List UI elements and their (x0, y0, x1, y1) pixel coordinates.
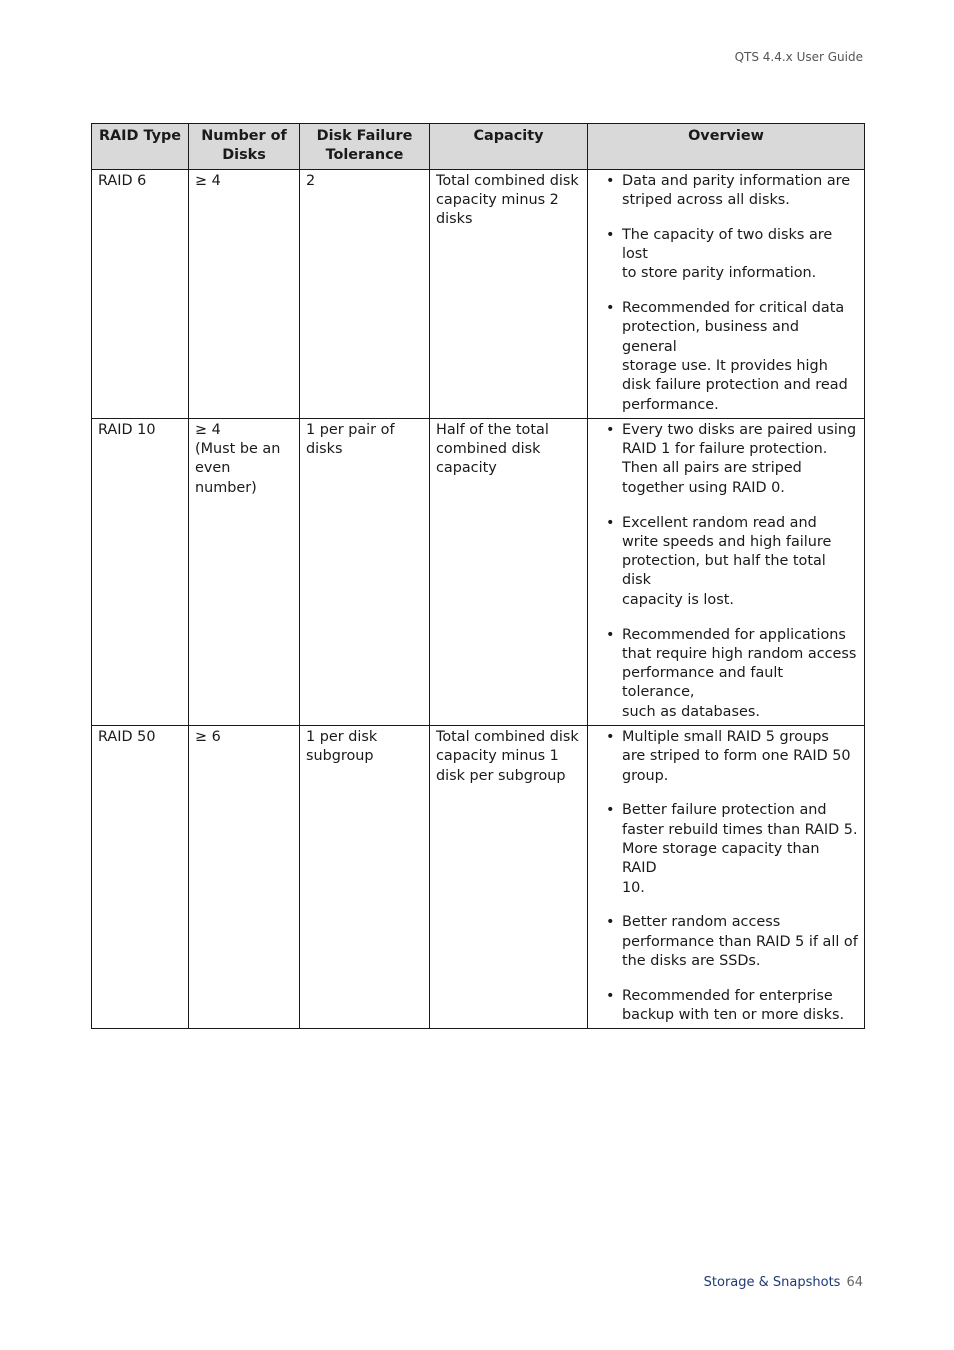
bullet-icon: • (606, 421, 615, 438)
overview-text-line: protection, but half the total disk (622, 553, 826, 589)
cell-text-line: Total combined disk (436, 172, 579, 189)
bullet-icon: • (606, 802, 615, 819)
column-header-line: Tolerance (325, 147, 404, 164)
cell-overview (588, 726, 865, 1029)
cell-capacity (430, 418, 588, 725)
overview-text-line: striped across all disks. (622, 191, 790, 208)
cell-disk-failure-tolerance (300, 726, 430, 1029)
cell-text-line: disks (436, 211, 473, 228)
overview-list (594, 728, 858, 1025)
overview-text-line: are striped to form one RAID 50 (622, 748, 851, 765)
table-body (92, 169, 865, 1029)
column-header-disk-failure-tolerance (300, 124, 430, 170)
overview-text-line: to store parity information. (622, 265, 817, 282)
overview-text-line: backup with ten or more disks. (622, 1007, 845, 1024)
cell-text-line: Half of the total (436, 421, 549, 438)
overview-text-line: disk failure protection and read (622, 377, 848, 394)
bullet-icon: • (606, 226, 615, 243)
cell-text-line: Total combined disk (436, 729, 579, 746)
cell-raid-type: RAID 10 (92, 418, 189, 725)
overview-text-line: performance and fault tolerance, (622, 665, 784, 701)
cell-overview (588, 418, 865, 725)
table-header-row (92, 124, 865, 170)
overview-text-line: that require high random access (622, 645, 857, 662)
cell-text-line: even number) (195, 460, 257, 496)
list-item (594, 913, 858, 971)
page-footer (704, 1275, 863, 1290)
overview-text-line: faster rebuild times than RAID 5. (622, 821, 858, 838)
overview-text-line: Data and parity information are (622, 172, 851, 189)
overview-text-line: Better random access (622, 914, 781, 931)
cell-text-line: ≥ 4 (195, 172, 221, 189)
overview-list (594, 172, 858, 415)
overview-text-line: performance than RAID 5 if all of (622, 933, 858, 950)
overview-text-line: The capacity of two disks are lost (622, 226, 833, 262)
column-header-capacity: Capacity (430, 124, 588, 170)
overview-text-line: Recommended for applications (622, 626, 846, 643)
list-item (594, 801, 858, 897)
cell-text-line: combined disk (436, 441, 541, 458)
overview-list (594, 421, 858, 722)
bullet-icon: • (606, 987, 615, 1004)
page-header-title: QTS 4.4.x User Guide (734, 50, 863, 64)
column-header-line: Disk Failure (316, 128, 413, 144)
bullet-icon: • (606, 300, 615, 317)
list-item (594, 299, 858, 415)
list-item (594, 421, 858, 498)
list-item (594, 728, 858, 786)
cell-overview (588, 169, 865, 418)
bullet-icon: • (606, 729, 615, 746)
overview-text-line: Recommended for critical data (622, 300, 845, 317)
bullet-icon: • (606, 514, 615, 531)
overview-text-line: performance. (622, 396, 719, 413)
cell-text-line: capacity (436, 460, 497, 477)
column-header-line: Number of (201, 128, 287, 144)
overview-text-line: such as databases. (622, 703, 760, 720)
cell-raid-type: RAID 50 (92, 726, 189, 1029)
list-item (594, 226, 858, 284)
bullet-icon: • (606, 172, 615, 189)
overview-text-line: Multiple small RAID 5 groups (622, 729, 829, 746)
bullet-icon: • (606, 626, 615, 643)
cell-disk-failure-tolerance (300, 418, 430, 725)
overview-text-line: Recommended for enterprise (622, 987, 833, 1004)
cell-number-of-disks (189, 169, 300, 418)
cell-text-line: (Must be an (195, 441, 281, 458)
cell-text-line: 1 per disk (306, 729, 378, 746)
column-header-overview: Overview (588, 124, 865, 170)
list-item (594, 987, 858, 1026)
overview-text-line: Every two disks are paired using (622, 421, 857, 438)
overview-text-line: RAID 1 for failure protection. (622, 441, 828, 458)
bullet-icon: • (606, 914, 615, 931)
cell-text-line: disks (306, 441, 343, 458)
cell-text-line: capacity minus 2 (436, 191, 559, 208)
column-header-raid-type: RAID Type (92, 124, 189, 170)
footer-page-number: 64 (846, 1275, 863, 1290)
cell-number-of-disks (189, 418, 300, 725)
column-header-number-of-disks (189, 124, 300, 170)
overview-text-line: group. (622, 767, 669, 784)
cell-raid-type: RAID 6 (92, 169, 189, 418)
column-header-line: Disks (222, 147, 266, 164)
table-row (92, 418, 865, 725)
list-item (594, 172, 858, 211)
cell-text-line: capacity minus 1 (436, 748, 559, 765)
overview-text-line: Better failure protection and (622, 802, 827, 819)
cell-disk-failure-tolerance (300, 169, 430, 418)
cell-text-line: ≥ 4 (195, 421, 221, 438)
cell-capacity (430, 169, 588, 418)
overview-text-line: the disks are SSDs. (622, 952, 761, 969)
cell-text-line: ≥ 6 (195, 729, 221, 746)
overview-text-line: 10. (622, 879, 645, 896)
cell-text-line: disk per subgroup (436, 767, 566, 784)
overview-text-line: write speeds and high failure (622, 533, 832, 550)
footer-section-title: Storage & Snapshots (703, 1275, 841, 1290)
table-row (92, 726, 865, 1029)
cell-capacity (430, 726, 588, 1029)
table-row (92, 169, 865, 418)
cell-text-line: 1 per pair of (306, 421, 395, 438)
overview-text-line: storage use. It provides high (622, 357, 828, 374)
cell-number-of-disks (189, 726, 300, 1029)
overview-text-line: capacity is lost. (622, 591, 734, 608)
overview-text-line: protection, business and general (622, 319, 800, 355)
list-item (594, 514, 858, 610)
overview-text-line: More storage capacity than RAID (622, 841, 820, 877)
list-item (594, 626, 858, 722)
overview-text-line: together using RAID 0. (622, 479, 785, 496)
raid-comparison-table (91, 123, 865, 1029)
cell-text-line: 2 (306, 172, 316, 189)
overview-text-line: Then all pairs are striped (622, 460, 802, 477)
cell-text-line: subgroup (306, 748, 374, 765)
overview-text-line: Excellent random read and (622, 514, 817, 531)
